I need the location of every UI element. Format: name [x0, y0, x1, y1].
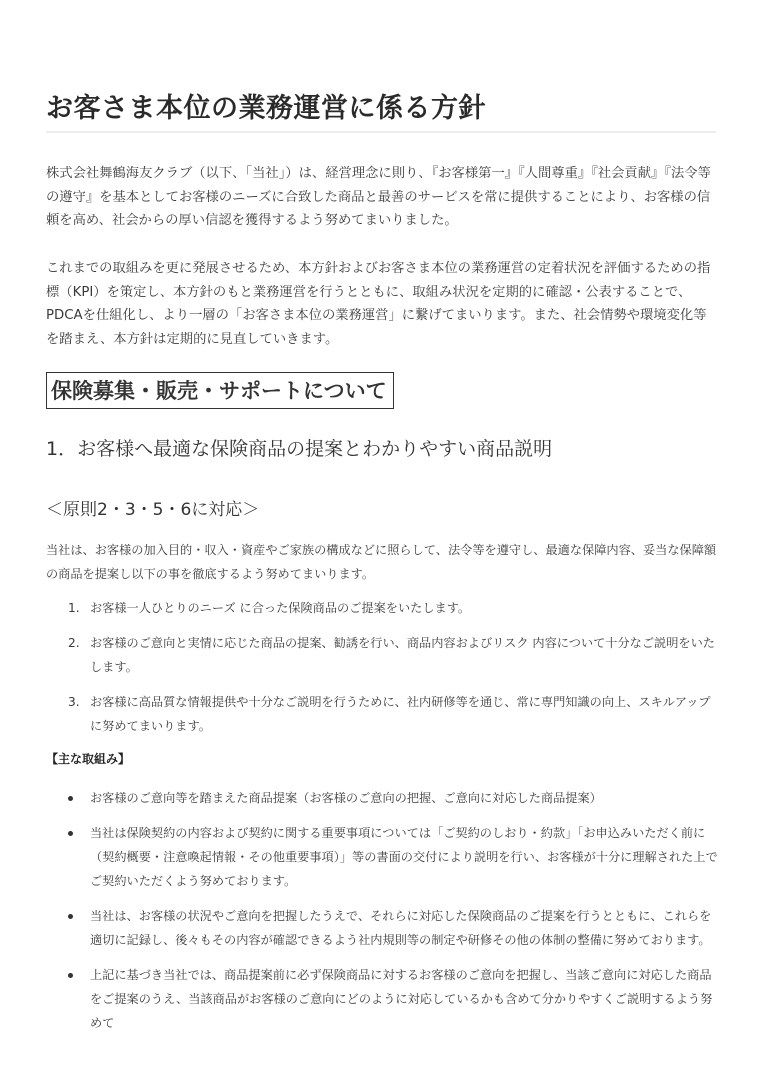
list-number: 2. [68, 636, 80, 650]
numbered-list-item [46, 596, 718, 620]
numbered-list [46, 596, 718, 749]
bullet-item-text: 当社は保険契約の内容および契約に関する重要事項については「ご契約のしおり・約款」「お申込みいただく前に（契約概要・注意喚起情報・その他重要事項）」等の書面の交付により説明を行い、お客様が十分に理解された上でご契約いただくよう努めております。 [90, 826, 718, 888]
main-efforts-heading: 【主な取組み】 [46, 752, 131, 766]
numbered-list-item [46, 690, 718, 738]
section-heading: 保険募集・販売・サポートについて [46, 372, 394, 409]
bullet-list-item [46, 821, 718, 893]
bullet-list [46, 786, 718, 1046]
bullet-list-item [46, 963, 718, 1035]
subsection-heading: 1．お客様へ最適な保険商品の提案とわかりやすい商品説明 [46, 438, 553, 460]
list-number: 1. [68, 601, 80, 615]
intro-paragraph-2: これまでの取組みを更に発展させるため、本方針およびお客さま本位の業務運営の定着状況を評価するための指標（KPI）を策定し、本方針のもと業務運営を行うとともに、取組み状況を定期的に確認・公表することで、PDCAを仕組化し、より一層の「お客さま本位の業務運営」に繋げてまいります。また、社会情勢や環境変化等を踏まえ、本方針は定期的に見直していきます。 [46, 261, 711, 347]
section-intro-text: 当社は、お客様の加入目的・収入・資産やご家族の構成などに照らして、法令等を遵守し、最適な保障内容、妥当な保障額の商品を提案し以下の事を徹底するよう努めてまいります。 [46, 543, 717, 581]
bullet-list-item [46, 786, 718, 810]
intro-paragraph-1: 株式会社舞鶴海友クラブ（以下、「当社」）は、経営理念に則り、『お客様第一』『人間尊重』『社会貢献』『法令等の遵守』を基本としてお客様のニーズに合致した商品と最善のサービスを常に提供することにより、お客様の信頼を高め、社会からの厚い信認を獲得するよう努めてまいりました。 [46, 166, 711, 228]
list-item-text: お客様のご意向と実情に応じた商品の提案、勧誘を行い、商品内容およびリスク 内容について十分なご説明をいたします。 [90, 636, 715, 674]
bullet-icon [68, 973, 73, 978]
list-item-text: お客様に高品質な情報提供や十分なご説明を行うために、社内研修等を通じ、常に専門知識の向上、スキルアップに努めてまいります。 [90, 695, 711, 733]
principle-label: ＜原則2・3・5・6に対応＞ [46, 500, 260, 520]
bullet-item-text: 上記に基づき当社では、商品提案前に必ず保険商品に対するお客様のご意向を把握し、当該ご意向に対応した商品をご提案のうえ、当該商品がお客様のご意向にどのように対応しているかも含めて分かりやすくご説明するよう努めて [90, 968, 713, 1030]
bullet-icon [68, 831, 73, 836]
bullet-list-item [46, 904, 718, 952]
bullet-icon [68, 796, 73, 801]
page-title: お客さま本位の業務運営に係る方針 [46, 86, 716, 133]
list-item-text: お客様一人ひとりのニーズ に合った保険商品のご提案をいたします。 [90, 601, 471, 615]
bullet-item-text: お客様のご意向等を踏まえた商品提案（お客様のご意向の把握、ご意向に対応した商品提案） [90, 791, 602, 805]
bullet-icon [68, 914, 73, 919]
list-number: 3. [68, 695, 80, 709]
numbered-list-item [46, 631, 718, 679]
bullet-item-text: 当社は、お客様の状況やご意向を把握したうえで、それらに対応した保険商品のご提案を行うとともに、これらを適切に記録し、後々もその内容が確認できるよう社内規則等の制定や研修その他の体制の整備に努めております。 [90, 909, 712, 947]
